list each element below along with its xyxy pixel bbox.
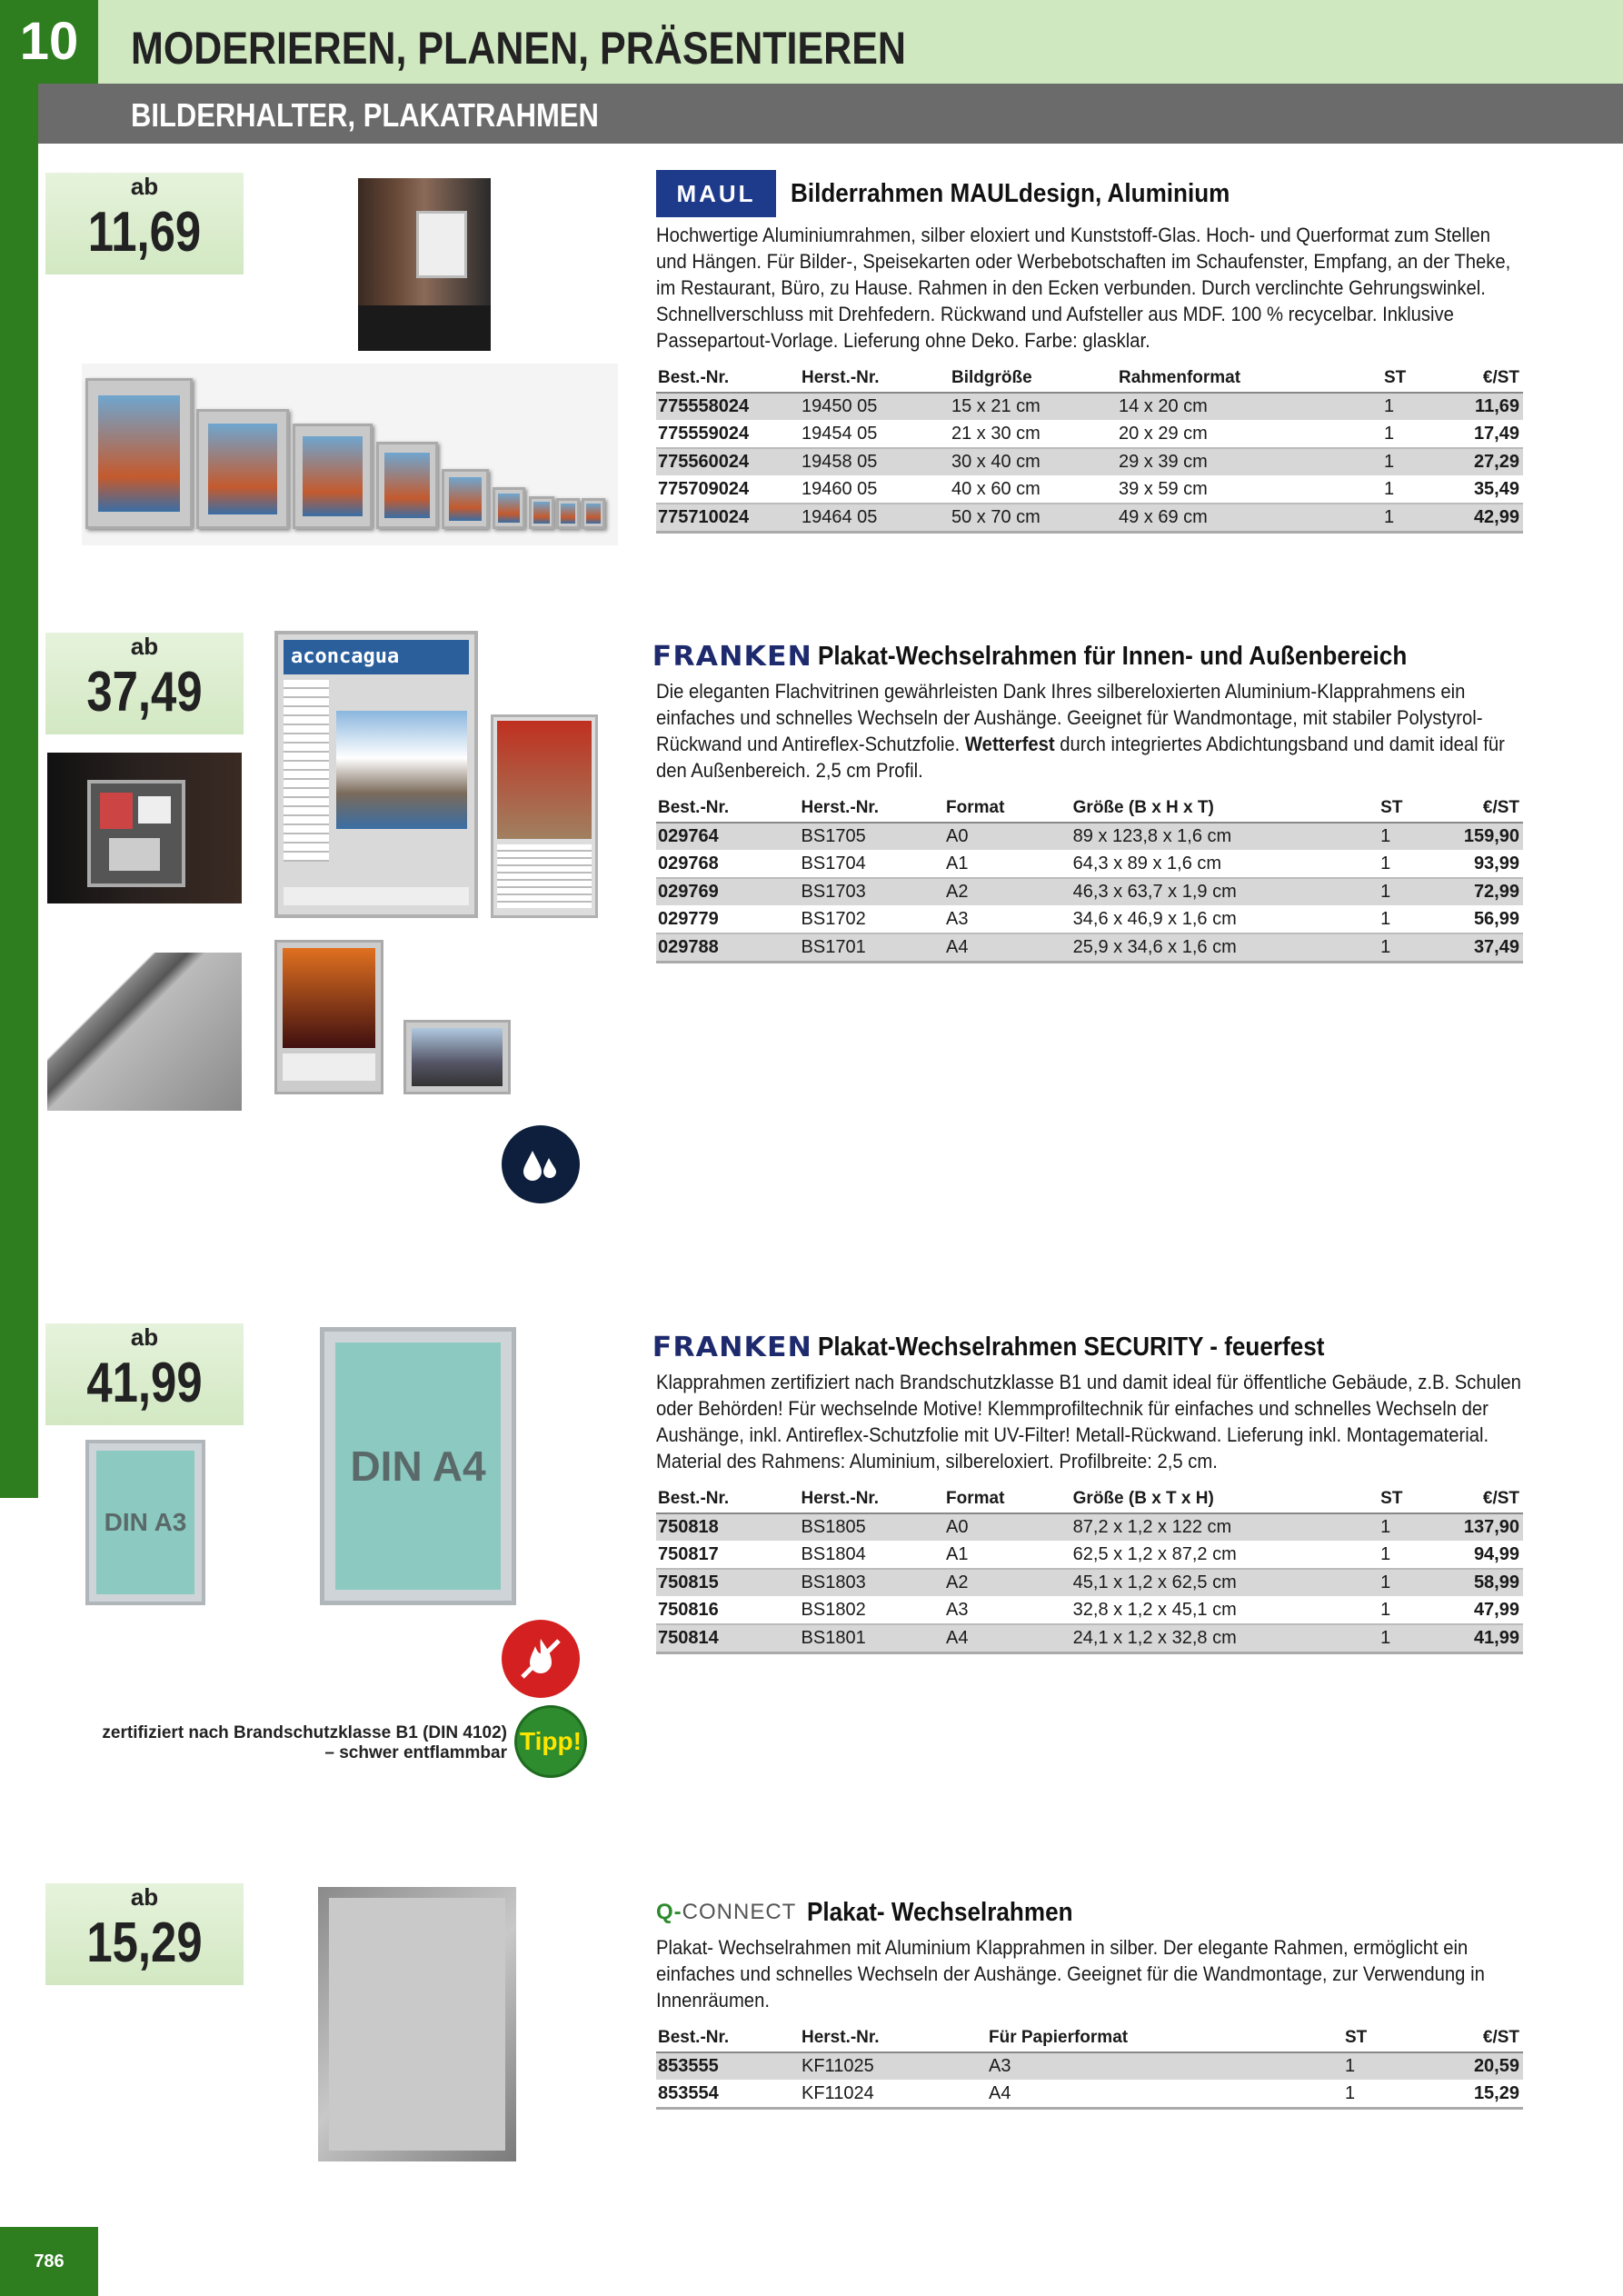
order-number: 750818	[656, 1513, 800, 1542]
product-title: Bilderrahmen MAULdesign, Aluminium	[791, 178, 1230, 208]
order-number: 775709024	[656, 476, 800, 504]
manufacturer-number: BS1801	[800, 1624, 945, 1653]
product-description	[656, 678, 1523, 784]
price-badge	[45, 1883, 244, 1985]
quantity: 1	[1379, 851, 1462, 879]
price-value: 15,29	[86, 1912, 203, 1974]
product-photo-frames	[82, 364, 618, 545]
quantity: 1	[1379, 1569, 1462, 1597]
cell: 32,8 x 1,2 x 45,1 cm	[1071, 1597, 1379, 1625]
product-description: Klapprahmen zertifiziert nach Brandschutzklasse B1 und damit ideal für öffentliche Gebäude, z.B. Schulen oder Behörden! Für wechselnde Motive! Klemmprofiltechnik für einfaches und schnelles Wechseln der Aushänge, inkl. Antireflex-Schutzfolie mit UV-Filter! Metall-Rückwand. Lieferung inkl. Montagematerial. Material des Rahmens: Aluminium, silbereloxiert. Profilbreite: 2,5 cm.	[656, 1371, 1521, 1472]
product-qconnect	[656, 1892, 1523, 2110]
col-header: Bildgröße	[950, 364, 1117, 393]
col-header: Herst.-Nr.	[800, 794, 945, 823]
cell: 40 x 60 cm	[950, 476, 1117, 504]
chapter-title: MODERIEREN, PLANEN, PRÄSENTIEREN	[131, 23, 906, 74]
brand-logo-qconnect	[656, 1900, 796, 1925]
col-header: Best.-Nr.	[656, 2024, 800, 2052]
quantity: 1	[1379, 823, 1462, 851]
cell: 24,1 x 1,2 x 32,8 cm	[1071, 1624, 1379, 1653]
table-row	[656, 1624, 1523, 1653]
quantity: 1	[1379, 878, 1462, 906]
cell: 87,2 x 1,2 x 122 cm	[1071, 1513, 1379, 1542]
spec-table	[656, 364, 1523, 534]
table-row	[656, 2081, 1523, 2109]
tip-badge: Tipp!	[514, 1705, 587, 1778]
order-number: 775559024	[656, 421, 800, 449]
col-header: Für Papierformat	[987, 2024, 1343, 2052]
table-row	[656, 2052, 1523, 2081]
cell: 39 x 59 cm	[1117, 476, 1382, 504]
unit-price: 47,99	[1462, 1597, 1523, 1625]
price-prefix: ab	[130, 173, 159, 200]
table-row	[656, 421, 1523, 449]
order-number: 775560024	[656, 448, 800, 476]
price-prefix: ab	[130, 1883, 159, 1911]
table-row	[656, 448, 1523, 476]
manufacturer-number: BS1704	[800, 851, 945, 879]
waterproof-icon	[502, 1125, 580, 1203]
quantity: 1	[1343, 2081, 1427, 2109]
price-value: 37,49	[86, 661, 203, 724]
cell: A0	[944, 1513, 1071, 1542]
product-photo-wall	[47, 753, 242, 903]
cell: A1	[944, 851, 1071, 879]
col-header: Herst.-Nr.	[800, 1485, 945, 1513]
col-header: Rahmenformat	[1117, 364, 1382, 393]
unit-price: 41,99	[1462, 1624, 1523, 1653]
unit-price: 15,29	[1427, 2081, 1523, 2109]
cell: 89 x 123,8 x 1,6 cm	[1071, 823, 1379, 851]
product-title: Plakat- Wechselrahmen	[807, 1897, 1073, 1927]
cell: 14 x 20 cm	[1117, 393, 1382, 421]
chapter-number: 10	[0, 0, 98, 84]
cell: 45,1 x 1,2 x 62,5 cm	[1071, 1569, 1379, 1597]
quantity: 1	[1379, 933, 1462, 963]
label-din-a4: DIN A4	[335, 1343, 501, 1590]
manufacturer-number: BS1705	[800, 823, 945, 851]
col-header: €/ST	[1462, 1485, 1523, 1513]
col-header: Größe (B x H x T)	[1071, 794, 1379, 823]
unit-price: 17,49	[1466, 421, 1523, 449]
table-row	[656, 851, 1523, 879]
fireproof-icon	[502, 1620, 580, 1698]
product-photo-room	[358, 178, 491, 351]
cell: A0	[944, 823, 1071, 851]
product-photo-poster-runner	[274, 940, 383, 1094]
description-text: durch integriertes Abdichtungsband und damit ideal für den Außenbereich. 2,5 cm Profil.	[656, 733, 1505, 782]
col-header: €/ST	[1427, 2024, 1523, 2052]
tip-note: zertifiziert nach Brandschutzklasse B1 (DIN 4102) – schwer entflammbar	[102, 1723, 507, 1762]
col-header: Best.-Nr.	[656, 794, 800, 823]
cell: 34,6 x 46,9 x 1,6 cm	[1071, 906, 1379, 934]
table-row	[656, 906, 1523, 934]
quantity: 1	[1379, 906, 1462, 934]
chapter-sidebar	[0, 0, 38, 1498]
order-number: 853555	[656, 2052, 800, 2081]
product-franken-security	[652, 1327, 1523, 1654]
product-franken-outdoor	[652, 636, 1523, 963]
quantity: 1	[1382, 448, 1466, 476]
cell: A4	[987, 2081, 1343, 2109]
order-number: 750815	[656, 1569, 800, 1597]
manufacturer-number: BS1802	[800, 1597, 945, 1625]
manufacturer-number: 19460 05	[800, 476, 950, 504]
unit-price: 27,29	[1466, 448, 1523, 476]
description-emphasis: Wetterfest	[964, 733, 1055, 755]
order-number: 029779	[656, 906, 800, 934]
product-photo-silver-frame	[318, 1887, 516, 2161]
cell: 46,3 x 63,7 x 1,9 cm	[1071, 878, 1379, 906]
col-header: ST	[1379, 1485, 1462, 1513]
cell: 21 x 30 cm	[950, 421, 1117, 449]
cell: 30 x 40 cm	[950, 448, 1117, 476]
unit-price: 93,99	[1462, 851, 1523, 879]
unit-price: 20,59	[1427, 2052, 1523, 2081]
page-number: 786	[34, 2251, 65, 2271]
manufacturer-number: BS1701	[800, 933, 945, 963]
col-header: Best.-Nr.	[656, 364, 800, 393]
quantity: 1	[1379, 1542, 1462, 1570]
price-prefix: ab	[130, 633, 159, 660]
table-row	[656, 1542, 1523, 1570]
quantity: 1	[1382, 393, 1466, 421]
poster-title: aconcagua	[284, 640, 469, 674]
manufacturer-number: KF11025	[800, 2052, 987, 2081]
product-title: Plakat-Wechselrahmen für Innen- und Außenbereich	[817, 641, 1408, 671]
spec-table	[656, 794, 1523, 963]
table-row	[656, 1597, 1523, 1625]
cell: A3	[944, 1597, 1071, 1625]
unit-price: 35,49	[1466, 476, 1523, 504]
product-description: Plakat- Wechselrahmen mit Aluminium Klapprahmen in silber. Der elegante Rahmen, ermöglicht ein einfaches und schnelles Wechseln der Aushänge. Geeignet für die Wandmontage, zur Verwendung in Innenräumen.	[656, 1936, 1485, 2011]
col-header: €/ST	[1462, 794, 1523, 823]
col-header: ST	[1379, 794, 1462, 823]
unit-price: 42,99	[1466, 504, 1523, 533]
table-row	[656, 393, 1523, 421]
table-row	[656, 933, 1523, 963]
col-header: Herst.-Nr.	[800, 2024, 987, 2052]
product-photo-poster-bike	[491, 714, 598, 918]
manufacturer-number: 19458 05	[800, 448, 950, 476]
quantity: 1	[1343, 2052, 1427, 2081]
order-number: 775710024	[656, 504, 800, 533]
col-header: Format	[944, 1485, 1071, 1513]
brand-name: CONNECT	[682, 1900, 797, 1924]
brand-prefix: Q-	[656, 1900, 682, 1924]
product-photo-din-a3	[85, 1440, 205, 1605]
order-number: 029769	[656, 878, 800, 906]
spec-table	[656, 2024, 1523, 2110]
quantity: 1	[1382, 504, 1466, 533]
price-value: 11,69	[87, 201, 202, 264]
price-value: 41,99	[86, 1352, 203, 1414]
quantity: 1	[1379, 1513, 1462, 1542]
cell: A2	[944, 878, 1071, 906]
quantity: 1	[1382, 476, 1466, 504]
cell: 29 x 39 cm	[1117, 448, 1382, 476]
unit-price: 56,99	[1462, 906, 1523, 934]
label-din-a3: DIN A3	[96, 1451, 194, 1594]
col-header: Format	[944, 794, 1071, 823]
manufacturer-number: 19464 05	[800, 504, 950, 533]
col-header: Größe (B x T x H)	[1071, 1485, 1379, 1513]
description-text: Die eleganten Flachvitrinen gewährleisten Dank Ihres silbereloxierten Aluminium-Klapprahmens ein einfaches und schnelles Wechseln der Aushänge. Geeignet für Wandmontage, mit stabiler Polystyrol-Rückwand und Antireflex-Schutzfolie.	[656, 680, 1483, 755]
col-header: €/ST	[1466, 364, 1523, 393]
table-row	[656, 1569, 1523, 1597]
cell: A4	[944, 1624, 1071, 1653]
product-photo-landscape	[403, 1020, 511, 1094]
col-header: Herst.-Nr.	[800, 364, 950, 393]
unit-price: 94,99	[1462, 1542, 1523, 1570]
table-row	[656, 823, 1523, 851]
order-number: 029764	[656, 823, 800, 851]
cell: 20 x 29 cm	[1117, 421, 1382, 449]
cell: 15 x 21 cm	[950, 393, 1117, 421]
price-prefix: ab	[130, 1323, 159, 1351]
order-number: 775558024	[656, 393, 800, 421]
order-number: 750814	[656, 1624, 800, 1653]
table-row	[656, 476, 1523, 504]
product-photo-corner	[47, 953, 242, 1111]
cell: A1	[944, 1542, 1071, 1570]
order-number: 029768	[656, 851, 800, 879]
cell: 62,5 x 1,2 x 87,2 cm	[1071, 1542, 1379, 1570]
manufacturer-number: BS1703	[800, 878, 945, 906]
unit-price: 159,90	[1462, 823, 1523, 851]
cell: 64,3 x 89 x 1,6 cm	[1071, 851, 1379, 879]
cell: A2	[944, 1569, 1071, 1597]
manufacturer-number: BS1804	[800, 1542, 945, 1570]
order-number: 853554	[656, 2081, 800, 2109]
brand-logo-franken: FRANKEN	[652, 1331, 812, 1363]
table-row	[656, 878, 1523, 906]
cell: A3	[944, 906, 1071, 934]
cell: 25,9 x 34,6 x 1,6 cm	[1071, 933, 1379, 963]
brand-logo-franken: FRANKEN	[652, 640, 812, 673]
product-photo-din-a4	[320, 1327, 516, 1605]
table-row	[656, 1513, 1523, 1542]
price-badge	[45, 173, 244, 275]
product-title: Plakat-Wechselrahmen SECURITY - feuerfest	[817, 1332, 1325, 1362]
price-badge	[45, 633, 244, 734]
brand-logo-maul: MAUL	[656, 170, 776, 217]
unit-price: 58,99	[1462, 1569, 1523, 1597]
manufacturer-number: BS1805	[800, 1513, 945, 1542]
product-maul	[656, 167, 1523, 534]
cell: A3	[987, 2052, 1343, 2081]
cell: A4	[944, 933, 1071, 963]
manufacturer-number: 19454 05	[800, 421, 950, 449]
product-photo-poster	[274, 631, 478, 918]
manufacturer-number: BS1702	[800, 906, 945, 934]
quantity: 1	[1382, 421, 1466, 449]
cell: 50 x 70 cm	[950, 504, 1117, 533]
quantity: 1	[1379, 1624, 1462, 1653]
spec-table	[656, 1485, 1523, 1654]
order-number: 750816	[656, 1597, 800, 1625]
unit-price: 37,49	[1462, 933, 1523, 963]
manufacturer-number: BS1803	[800, 1569, 945, 1597]
unit-price: 11,69	[1466, 393, 1523, 421]
quantity: 1	[1379, 1597, 1462, 1625]
manufacturer-number: 19450 05	[800, 393, 950, 421]
section-title: BILDERHALTER, PLAKATRAHMEN	[131, 96, 599, 134]
col-header: ST	[1343, 2024, 1427, 2052]
product-description: Hochwertige Aluminiumrahmen, silber eloxiert und Kunststoff-Glas. Hoch- und Querformat zum Stellen und Hängen. Für Bilder-, Speisekarten oder Werbebotschaften im Schaufenster, Empfang, an der Theke, im Restaurant, Büro, zu Hause. Rahmen in den Ecken verbunden. Durch verclinchte Gehrungswinkel. Schnellverschluss mit Drehfedern. Rückwand und Aufsteller aus MDF. 100 % recycelbar. Inklusive Passepartout-Vorlage. Lieferung ohne Deko. Farbe: glasklar.	[656, 224, 1511, 352]
order-number: 750817	[656, 1542, 800, 1570]
col-header: ST	[1382, 364, 1466, 393]
unit-price: 72,99	[1462, 878, 1523, 906]
table-row	[656, 504, 1523, 533]
manufacturer-number: KF11024	[800, 2081, 987, 2109]
order-number: 029788	[656, 933, 800, 963]
col-header: Best.-Nr.	[656, 1485, 800, 1513]
unit-price: 137,90	[1462, 1513, 1523, 1542]
price-badge	[45, 1323, 244, 1425]
cell: 49 x 69 cm	[1117, 504, 1382, 533]
